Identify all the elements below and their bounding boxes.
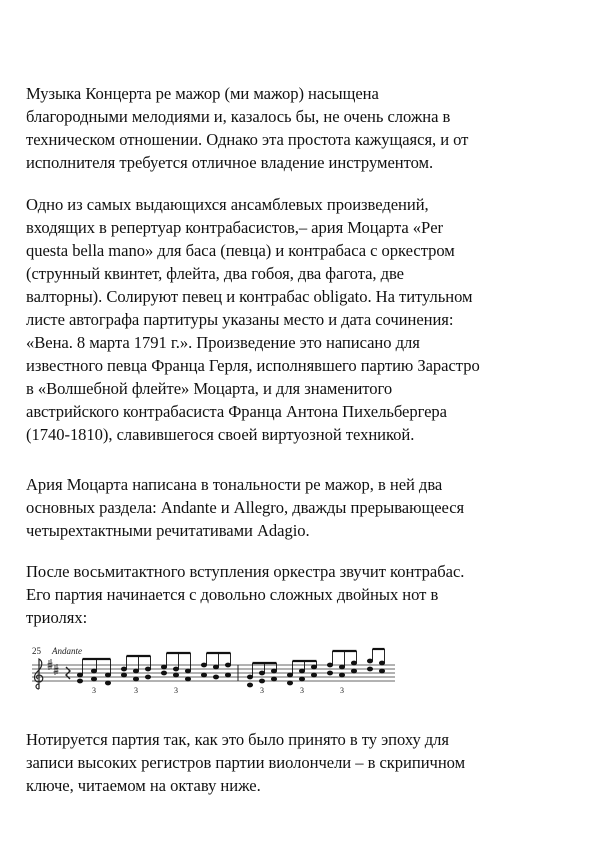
text-line: валторны). Солируют певец и контрабас obligato. На титульном — [26, 287, 473, 306]
paragraph-concerto-intro — [26, 82, 571, 174]
music-notation-excerpt — [30, 645, 410, 695]
paragraph-mozart-aria — [26, 193, 571, 446]
score-svg — [30, 645, 410, 695]
text-line: в «Волшебной флейте» Моцарта, и для знаменитого — [26, 379, 393, 398]
paragraph-aria-structure — [26, 473, 571, 542]
text-line: техническом отношении. Однако эта простота кажущаяся, и от — [26, 130, 469, 149]
triplet-mark: 3 — [340, 686, 344, 695]
text-line: основных раздела: Andante и Allegro, дважды прерывающееся — [26, 498, 465, 517]
text-line: записи высоких регистров партии виолончели – в скрипичном — [26, 753, 466, 772]
text-line: Его партия начинается с довольно сложных двойных нот в — [26, 585, 439, 604]
treble-clef-icon — [35, 659, 43, 689]
text-line: листе автографа партитуры указаны место и дата сочинения: — [26, 310, 454, 329]
text-line: Музыка Концерта ре мажор (ми мажор) насыщена — [26, 84, 379, 103]
triplet-mark: 3 — [300, 686, 304, 695]
text-line: триолях: — [26, 608, 88, 627]
triplet-mark: 3 — [174, 686, 178, 695]
text-line: (1740-1810), славившегося своей виртуозной техникой. — [26, 425, 415, 444]
text-line: благородными мелодиями и, казалось бы, не очень сложна в — [26, 107, 451, 126]
text-line: исполнителя требуется отличное владение инструментом. — [26, 153, 434, 172]
text-line: «Вена. 8 марта 1791 г.». Произведение это написано для — [26, 333, 420, 352]
paragraph-double-bass-entry — [26, 560, 571, 629]
triplet-mark: 3 — [134, 686, 138, 695]
text-line: questa bella mano» для баса (певца) и контрабаса с оркестром — [26, 241, 455, 260]
text-line: (струнный квинтет, флейта, два гобоя, два фагота, две — [26, 264, 405, 283]
key-signature-sharps — [48, 659, 59, 675]
triplet-mark: 3 — [92, 686, 96, 695]
measure-number: 25 — [32, 646, 41, 656]
text-line: ключе, читаемом на октаву ниже. — [26, 776, 261, 795]
text-line: После восьмитактного вступления оркестра звучит контрабас. — [26, 562, 465, 581]
triplet-marks — [92, 686, 344, 695]
text-line: Одно из самых выдающихся ансамблевых произведений, — [26, 195, 429, 214]
text-line: известного певца Франца Герля, исполнявшего партию Зарастро — [26, 356, 480, 375]
text-line: австрийского контрабасиста Франца Антона Пихельбергера — [26, 402, 447, 421]
text-line: входящих в репертуар контрабасистов,– ария Моцарта «Per — [26, 218, 443, 237]
text-line: Нотируется партия так, как это было принято в ту эпоху для — [26, 730, 449, 749]
paragraph-notation-note — [26, 728, 571, 797]
triplet-mark: 3 — [260, 686, 264, 695]
text-line: четырехтактными речитативами Adagio. — [26, 521, 310, 540]
text-line: Ария Моцарта написана в тональности ре мажор, в ней два — [26, 475, 443, 494]
tempo-marking: Andante — [52, 646, 82, 656]
